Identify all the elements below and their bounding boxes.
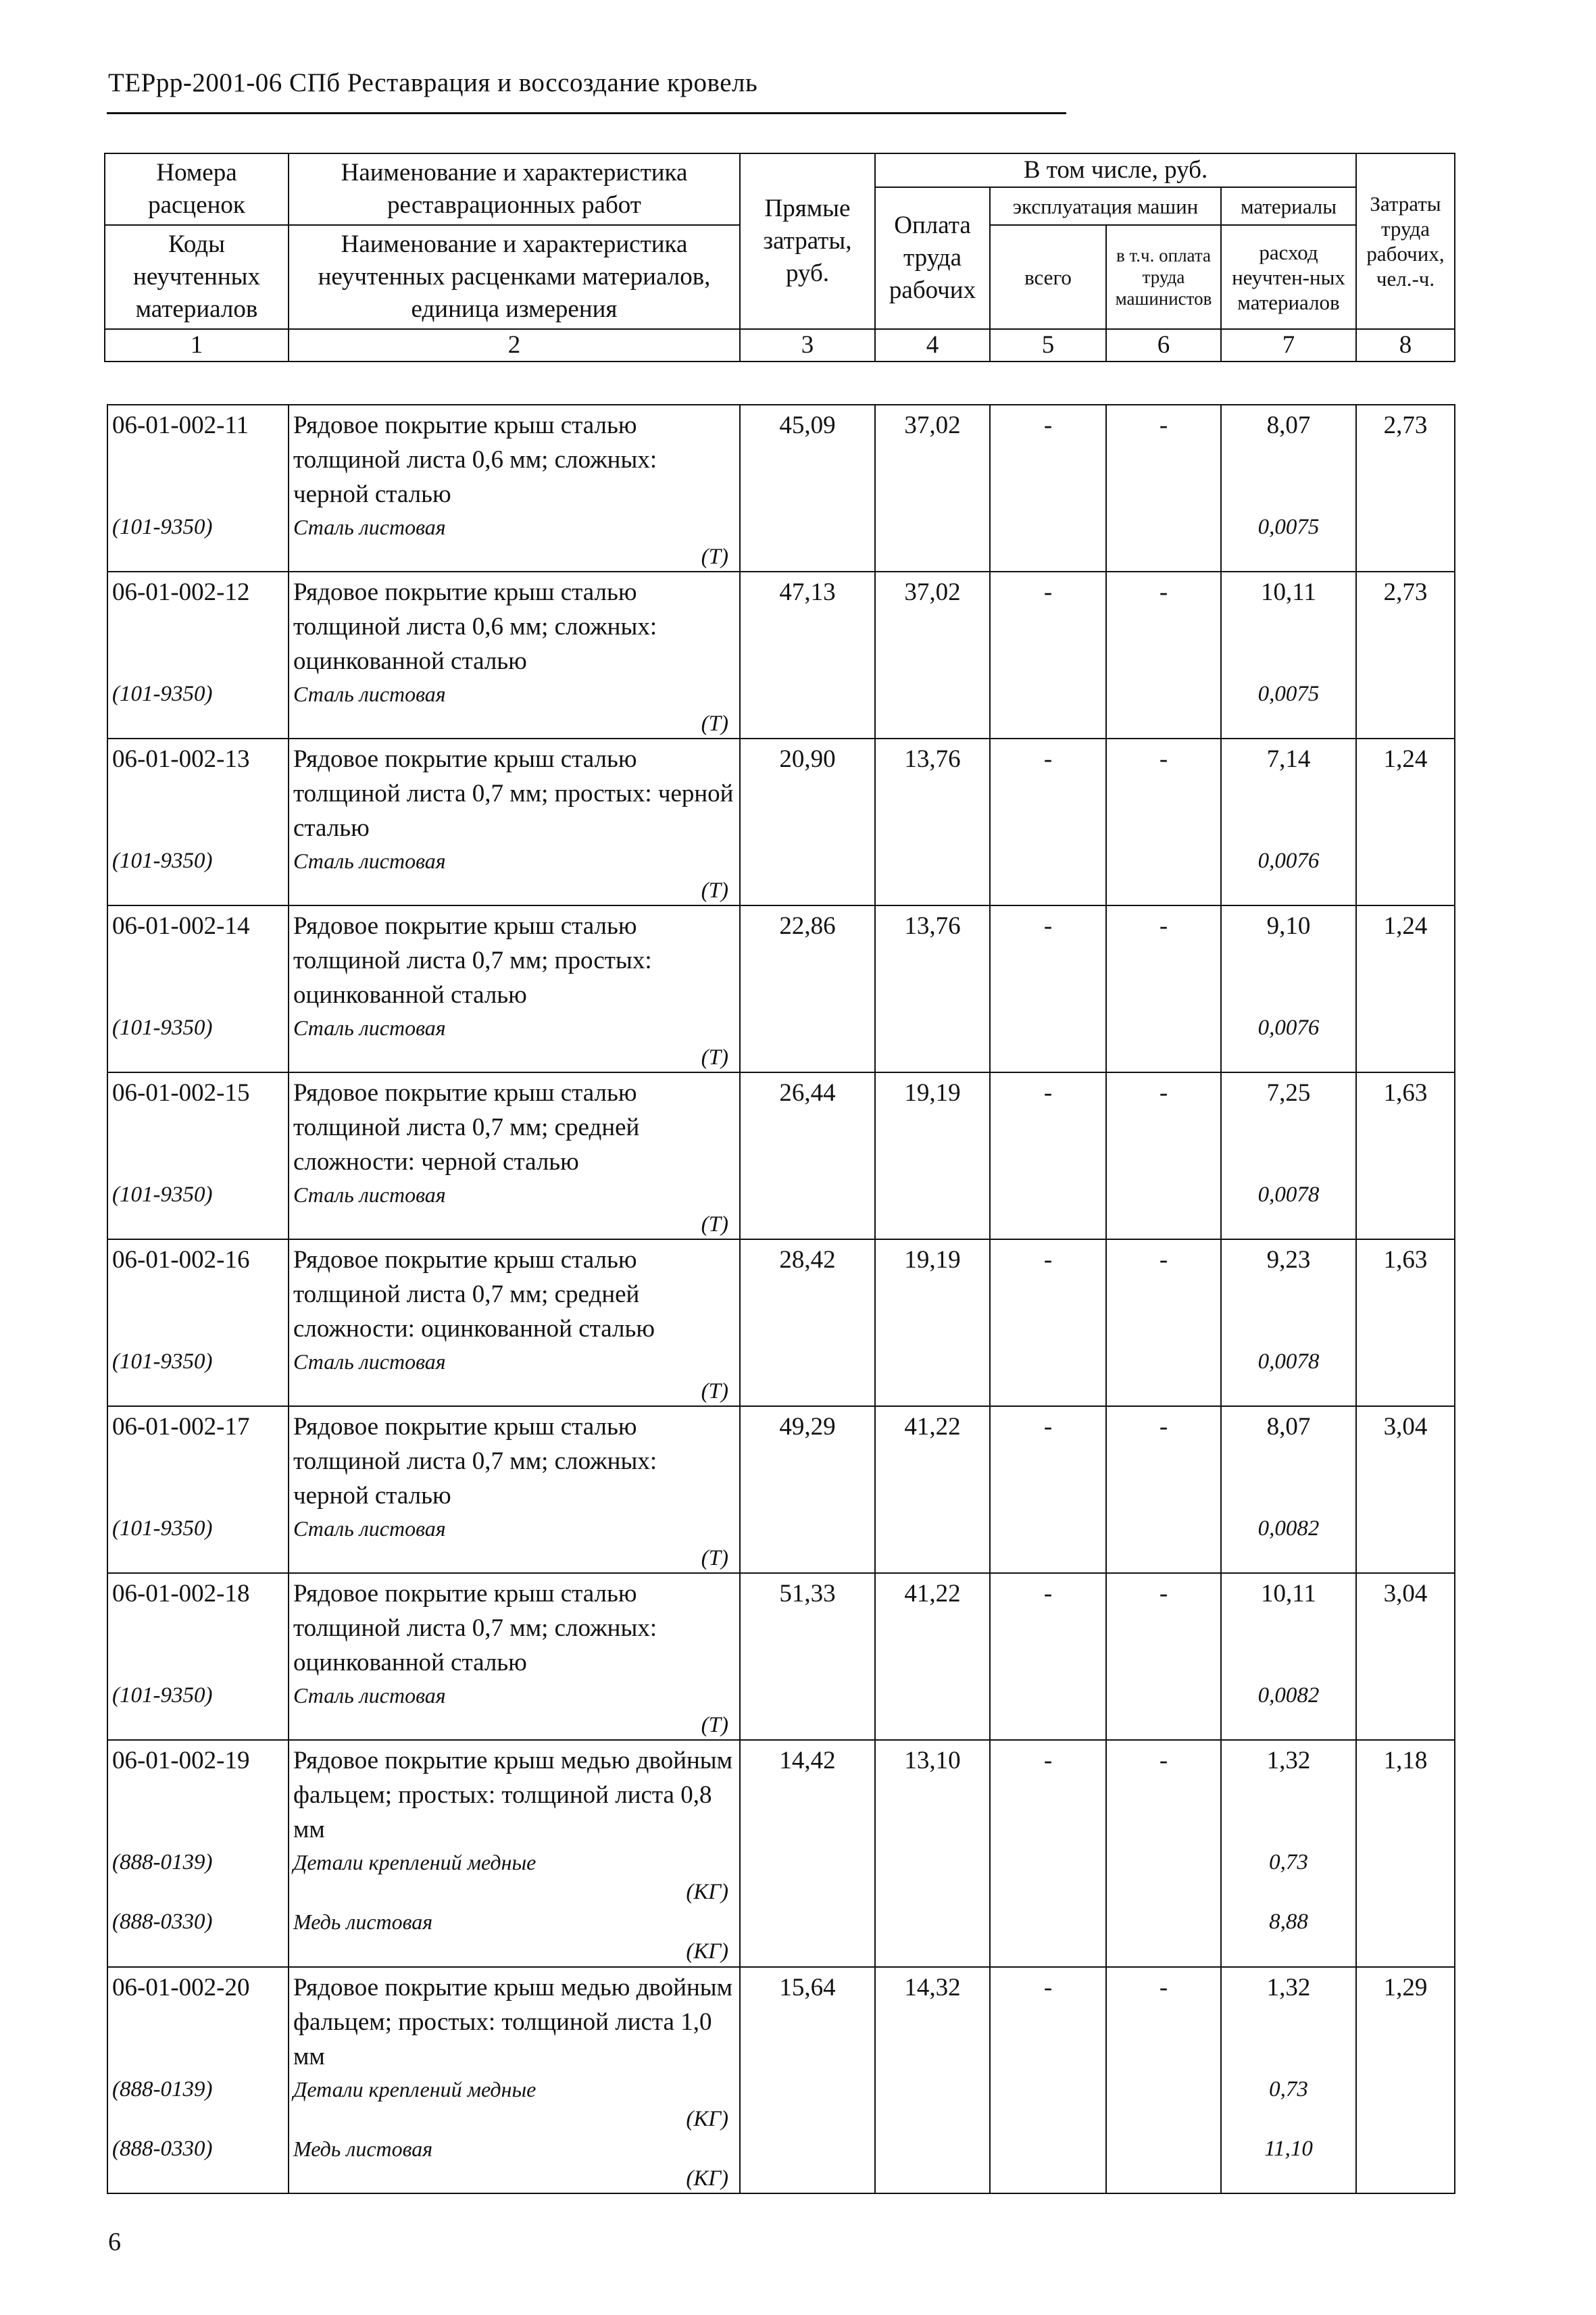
labor-hours: 1,63 bbox=[1356, 1239, 1455, 1406]
material-quantity: 0,0076 bbox=[1257, 849, 1320, 873]
col-head-6: в т.ч. оплата труда машинистов bbox=[1106, 225, 1221, 329]
material-name: Сталь листовая bbox=[293, 682, 446, 706]
worker-wage: 19,19 bbox=[875, 1072, 990, 1239]
col-head-1-top: Номера расценок bbox=[148, 159, 245, 219]
material-quantity: 11,10 bbox=[1264, 2137, 1313, 2161]
materials-cost: 1,32 bbox=[1266, 1974, 1311, 2001]
work-description: Рядовое покрытие крыш медью двойным фальцем; простых: толщиной листа 1,0 мм bbox=[293, 1974, 733, 2070]
machine-total: - bbox=[990, 1406, 1106, 1573]
material-unit: (Т) bbox=[701, 878, 728, 903]
materials-cell bbox=[1221, 1740, 1356, 1967]
col-head-2-top: Наименование и характеристика реставрационных работ bbox=[341, 159, 688, 219]
table-row bbox=[107, 1239, 1455, 1406]
work-description: Рядовое покрытие крыш сталью толщиной листа 0,6 мм; сложных: черной сталью bbox=[293, 412, 657, 508]
material-code: (101-9350) bbox=[112, 515, 213, 539]
col-head-2 bbox=[289, 153, 740, 329]
labor-hours: 1,63 bbox=[1356, 1072, 1455, 1239]
material-name: Сталь листовая bbox=[293, 849, 446, 873]
machine-total: - bbox=[990, 405, 1106, 572]
material-name: Сталь листовая bbox=[293, 1183, 446, 1207]
worker-wage: 41,22 bbox=[875, 1406, 990, 1573]
rates-table bbox=[107, 404, 1455, 2194]
rate-code-cell bbox=[107, 1740, 289, 1967]
column-number: 8 bbox=[1356, 329, 1455, 362]
work-description: Рядовое покрытие крыш сталью толщиной листа 0,7 мм; сложных: оцинкованной сталью bbox=[293, 1580, 657, 1676]
labor-hours: 2,73 bbox=[1356, 572, 1455, 739]
material-unit: (Т) bbox=[701, 1045, 728, 1070]
table-row bbox=[107, 905, 1455, 1072]
work-description: Рядовое покрытие крыш сталью толщиной листа 0,7 мм; сложных: черной сталью bbox=[293, 1413, 657, 1510]
direct-cost: 49,29 bbox=[740, 1406, 875, 1573]
description-cell bbox=[289, 572, 740, 739]
column-number: 2 bbox=[289, 329, 740, 362]
work-description: Рядовое покрытие крыш сталью толщиной листа 0,7 мм; простых: оцинкованной сталью bbox=[293, 912, 652, 1009]
labor-hours: 3,04 bbox=[1356, 1406, 1455, 1573]
column-number: 5 bbox=[990, 329, 1106, 362]
description-cell bbox=[289, 405, 740, 572]
direct-cost: 51,33 bbox=[740, 1573, 875, 1740]
material-quantity: 0,0078 bbox=[1257, 1183, 1320, 1207]
material-unit: (Т) bbox=[701, 1713, 728, 1737]
title-rule bbox=[107, 112, 1066, 114]
rate-code-cell bbox=[107, 405, 289, 572]
materials-cost: 10,11 bbox=[1261, 578, 1316, 606]
rate-code-cell bbox=[107, 572, 289, 739]
material-code: (101-9350) bbox=[112, 1349, 213, 1374]
work-description: Рядовое покрытие крыш медью двойным фальцем; простых: толщиной листа 0,8 мм bbox=[293, 1747, 733, 1843]
material-quantity: 0,0078 bbox=[1257, 1349, 1320, 1374]
machine-total: - bbox=[990, 1967, 1106, 2193]
rate-code-cell bbox=[107, 1406, 289, 1573]
machinist-wage: - bbox=[1106, 1740, 1221, 1967]
material-code: (101-9350) bbox=[112, 1183, 213, 1207]
material-unit: (Т) bbox=[701, 1379, 728, 1403]
page-number: 6 bbox=[108, 2228, 121, 2256]
material-quantity: 8,88 bbox=[1269, 1910, 1308, 1934]
description-cell bbox=[289, 1239, 740, 1406]
material-code: (888-0330) bbox=[112, 2137, 213, 2161]
table-row bbox=[107, 1740, 1455, 1967]
rate-code: 06-01-002-15 bbox=[112, 1079, 250, 1107]
materials-cell bbox=[1221, 1072, 1356, 1239]
col-head-3: Прямые затраты, руб. bbox=[740, 153, 875, 329]
machine-total: - bbox=[990, 739, 1106, 905]
col-head-2-bottom: Наименование и характеристика неучтенных расценками материалов, единица измерения bbox=[318, 230, 711, 323]
rate-code: 06-01-002-18 bbox=[112, 1580, 250, 1608]
direct-cost: 15,64 bbox=[740, 1967, 875, 2193]
rate-code: 06-01-002-20 bbox=[112, 1974, 250, 2001]
labor-hours: 1,24 bbox=[1356, 905, 1455, 1072]
materials-cell bbox=[1221, 905, 1356, 1072]
material-quantity: 0,73 bbox=[1269, 1850, 1308, 1874]
col-head-machines: эксплуатация машин bbox=[990, 187, 1221, 225]
materials-cell bbox=[1221, 1406, 1356, 1573]
material-name: Сталь листовая bbox=[293, 1016, 446, 1040]
col-head-1-bottom: Коды неучтенных материалов bbox=[133, 230, 260, 323]
rate-code: 06-01-002-13 bbox=[112, 745, 250, 773]
worker-wage: 37,02 bbox=[875, 405, 990, 572]
labor-hours: 2,73 bbox=[1356, 405, 1455, 572]
rate-code-cell bbox=[107, 1967, 289, 2193]
machinist-wage: - bbox=[1106, 1967, 1221, 2193]
rate-code: 06-01-002-19 bbox=[112, 1747, 250, 1774]
direct-cost: 47,13 bbox=[740, 572, 875, 739]
machinist-wage: - bbox=[1106, 739, 1221, 905]
worker-wage: 37,02 bbox=[875, 572, 990, 739]
labor-hours: 3,04 bbox=[1356, 1573, 1455, 1740]
machinist-wage: - bbox=[1106, 1573, 1221, 1740]
material-code: (888-0330) bbox=[112, 1910, 213, 1934]
column-number: 3 bbox=[740, 329, 875, 362]
machine-total: - bbox=[990, 1239, 1106, 1406]
rate-code: 06-01-002-11 bbox=[112, 412, 249, 439]
material-unit: (Т) bbox=[701, 1212, 728, 1237]
direct-cost: 26,44 bbox=[740, 1072, 875, 1239]
materials-cost: 7,25 bbox=[1266, 1079, 1311, 1107]
column-number: 7 bbox=[1221, 329, 1356, 362]
col-head-group: В том числе, руб. bbox=[875, 153, 1356, 187]
table-row bbox=[107, 1967, 1455, 2193]
rate-code: 06-01-002-12 bbox=[112, 578, 250, 606]
material-unit: (Т) bbox=[701, 712, 728, 736]
rate-code-cell bbox=[107, 905, 289, 1072]
material-name: Сталь листовая bbox=[293, 1683, 446, 1708]
materials-cost: 8,07 bbox=[1266, 1413, 1311, 1441]
material-name: Детали креплений медные bbox=[293, 1850, 537, 1874]
column-number: 6 bbox=[1106, 329, 1221, 362]
rate-code: 06-01-002-14 bbox=[112, 912, 250, 940]
material-code: (101-9350) bbox=[112, 1016, 213, 1040]
rate-code-cell bbox=[107, 739, 289, 905]
material-code: (101-9350) bbox=[112, 682, 213, 706]
worker-wage: 41,22 bbox=[875, 1573, 990, 1740]
materials-cell bbox=[1221, 1239, 1356, 1406]
worker-wage: 13,76 bbox=[875, 739, 990, 905]
materials-cost: 8,07 bbox=[1266, 412, 1311, 439]
work-description: Рядовое покрытие крыш сталью толщиной листа 0,7 мм; простых: черной сталью bbox=[293, 745, 734, 842]
table-row bbox=[107, 739, 1455, 905]
material-unit: (Т) bbox=[701, 545, 728, 569]
material-code: (101-9350) bbox=[112, 1683, 213, 1708]
labor-hours: 1,29 bbox=[1356, 1967, 1455, 2193]
material-code: (101-9350) bbox=[112, 849, 213, 873]
material-quantity: 0,0075 bbox=[1257, 515, 1320, 539]
material-name: Сталь листовая bbox=[293, 515, 446, 539]
col-head-7: расход неучтен-ных материалов bbox=[1221, 225, 1356, 329]
material-name: Медь листовая bbox=[293, 2137, 433, 2161]
machine-total: - bbox=[990, 1573, 1106, 1740]
material-name: Детали креплений медные bbox=[293, 2077, 537, 2101]
machinist-wage: - bbox=[1106, 1072, 1221, 1239]
material-unit: (Т) bbox=[701, 1546, 728, 1570]
description-cell bbox=[289, 1740, 740, 1967]
materials-cell bbox=[1221, 1573, 1356, 1740]
labor-hours: 1,18 bbox=[1356, 1740, 1455, 1967]
material-unit: (КГ) bbox=[686, 2166, 728, 2191]
machinist-wage: - bbox=[1106, 905, 1221, 1072]
material-quantity: 0,0082 bbox=[1257, 1683, 1320, 1708]
work-description: Рядовое покрытие крыш сталью толщиной листа 0,7 мм; средней сложности: черной сталью bbox=[293, 1079, 640, 1176]
col-head-1 bbox=[105, 153, 289, 329]
description-cell bbox=[289, 1072, 740, 1239]
materials-cost: 9,10 bbox=[1266, 912, 1311, 940]
machinist-wage: - bbox=[1106, 1406, 1221, 1573]
material-code: (101-9350) bbox=[112, 1516, 213, 1541]
rate-code: 06-01-002-16 bbox=[112, 1246, 250, 1274]
material-quantity: 0,73 bbox=[1269, 2077, 1308, 2101]
material-name: Сталь листовая bbox=[293, 1516, 446, 1541]
table-row bbox=[107, 1072, 1455, 1239]
machine-total: - bbox=[990, 1740, 1106, 1967]
materials-cost: 10,11 bbox=[1261, 1580, 1316, 1608]
machinist-wage: - bbox=[1106, 572, 1221, 739]
description-cell bbox=[289, 739, 740, 905]
description-cell bbox=[289, 905, 740, 1072]
material-name: Медь листовая bbox=[293, 1910, 433, 1934]
machine-total: - bbox=[990, 1072, 1106, 1239]
col-head-materials: материалы bbox=[1221, 187, 1356, 225]
materials-cost: 9,23 bbox=[1266, 1246, 1311, 1274]
worker-wage: 14,32 bbox=[875, 1967, 990, 2193]
description-cell bbox=[289, 1406, 740, 1573]
machinist-wage: - bbox=[1106, 1239, 1221, 1406]
direct-cost: 22,86 bbox=[740, 905, 875, 1072]
col-head-8: Затраты труда рабочих, чел.-ч. bbox=[1356, 153, 1455, 329]
machine-total: - bbox=[990, 905, 1106, 1072]
machine-total: - bbox=[990, 572, 1106, 739]
materials-cell bbox=[1221, 1967, 1356, 2193]
work-description: Рядовое покрытие крыш сталью толщиной листа 0,6 мм; сложных: оцинкованной сталью bbox=[293, 578, 657, 675]
rate-code-cell bbox=[107, 1072, 289, 1239]
description-cell bbox=[289, 1573, 740, 1740]
table-row bbox=[107, 405, 1455, 572]
materials-cell bbox=[1221, 572, 1356, 739]
rate-code-cell bbox=[107, 1573, 289, 1740]
column-numbers-row bbox=[105, 329, 1455, 362]
material-quantity: 0,0075 bbox=[1257, 682, 1320, 706]
worker-wage: 13,76 bbox=[875, 905, 990, 1072]
materials-cell bbox=[1221, 405, 1356, 572]
running-title: ТЕРрр-2001-06 СПб Реставрация и воссоздание кровель bbox=[108, 68, 758, 97]
column-number: 4 bbox=[875, 329, 990, 362]
table-header bbox=[104, 153, 1455, 362]
table-row bbox=[107, 1406, 1455, 1573]
col-head-4: Оплата труда рабочих bbox=[875, 187, 990, 329]
materials-cost: 1,32 bbox=[1266, 1747, 1311, 1774]
material-unit: (КГ) bbox=[686, 2107, 728, 2131]
material-code: (888-0139) bbox=[112, 1850, 213, 1874]
machinist-wage: - bbox=[1106, 405, 1221, 572]
material-quantity: 0,0076 bbox=[1257, 1016, 1320, 1040]
work-description: Рядовое покрытие крыш сталью толщиной листа 0,7 мм; средней сложности: оцинкованной сталью bbox=[293, 1246, 655, 1343]
material-unit: (КГ) bbox=[686, 1880, 728, 1904]
direct-cost: 28,42 bbox=[740, 1239, 875, 1406]
material-name: Сталь листовая bbox=[293, 1349, 446, 1374]
worker-wage: 13,10 bbox=[875, 1740, 990, 1967]
direct-cost: 45,09 bbox=[740, 405, 875, 572]
materials-cost: 7,14 bbox=[1266, 745, 1311, 773]
col-head-5: всего bbox=[990, 225, 1106, 329]
table-row bbox=[107, 572, 1455, 739]
column-number: 1 bbox=[105, 329, 289, 362]
description-cell bbox=[289, 1967, 740, 2193]
direct-cost: 14,42 bbox=[740, 1740, 875, 1967]
table-row bbox=[107, 1573, 1455, 1740]
rate-code: 06-01-002-17 bbox=[112, 1413, 250, 1441]
materials-cell bbox=[1221, 739, 1356, 905]
material-quantity: 0,0082 bbox=[1257, 1516, 1320, 1541]
rate-code-cell bbox=[107, 1239, 289, 1406]
material-code: (888-0139) bbox=[112, 2077, 213, 2101]
direct-cost: 20,90 bbox=[740, 739, 875, 905]
material-unit: (КГ) bbox=[686, 1939, 728, 1964]
worker-wage: 19,19 bbox=[875, 1239, 990, 1406]
labor-hours: 1,24 bbox=[1356, 739, 1455, 905]
